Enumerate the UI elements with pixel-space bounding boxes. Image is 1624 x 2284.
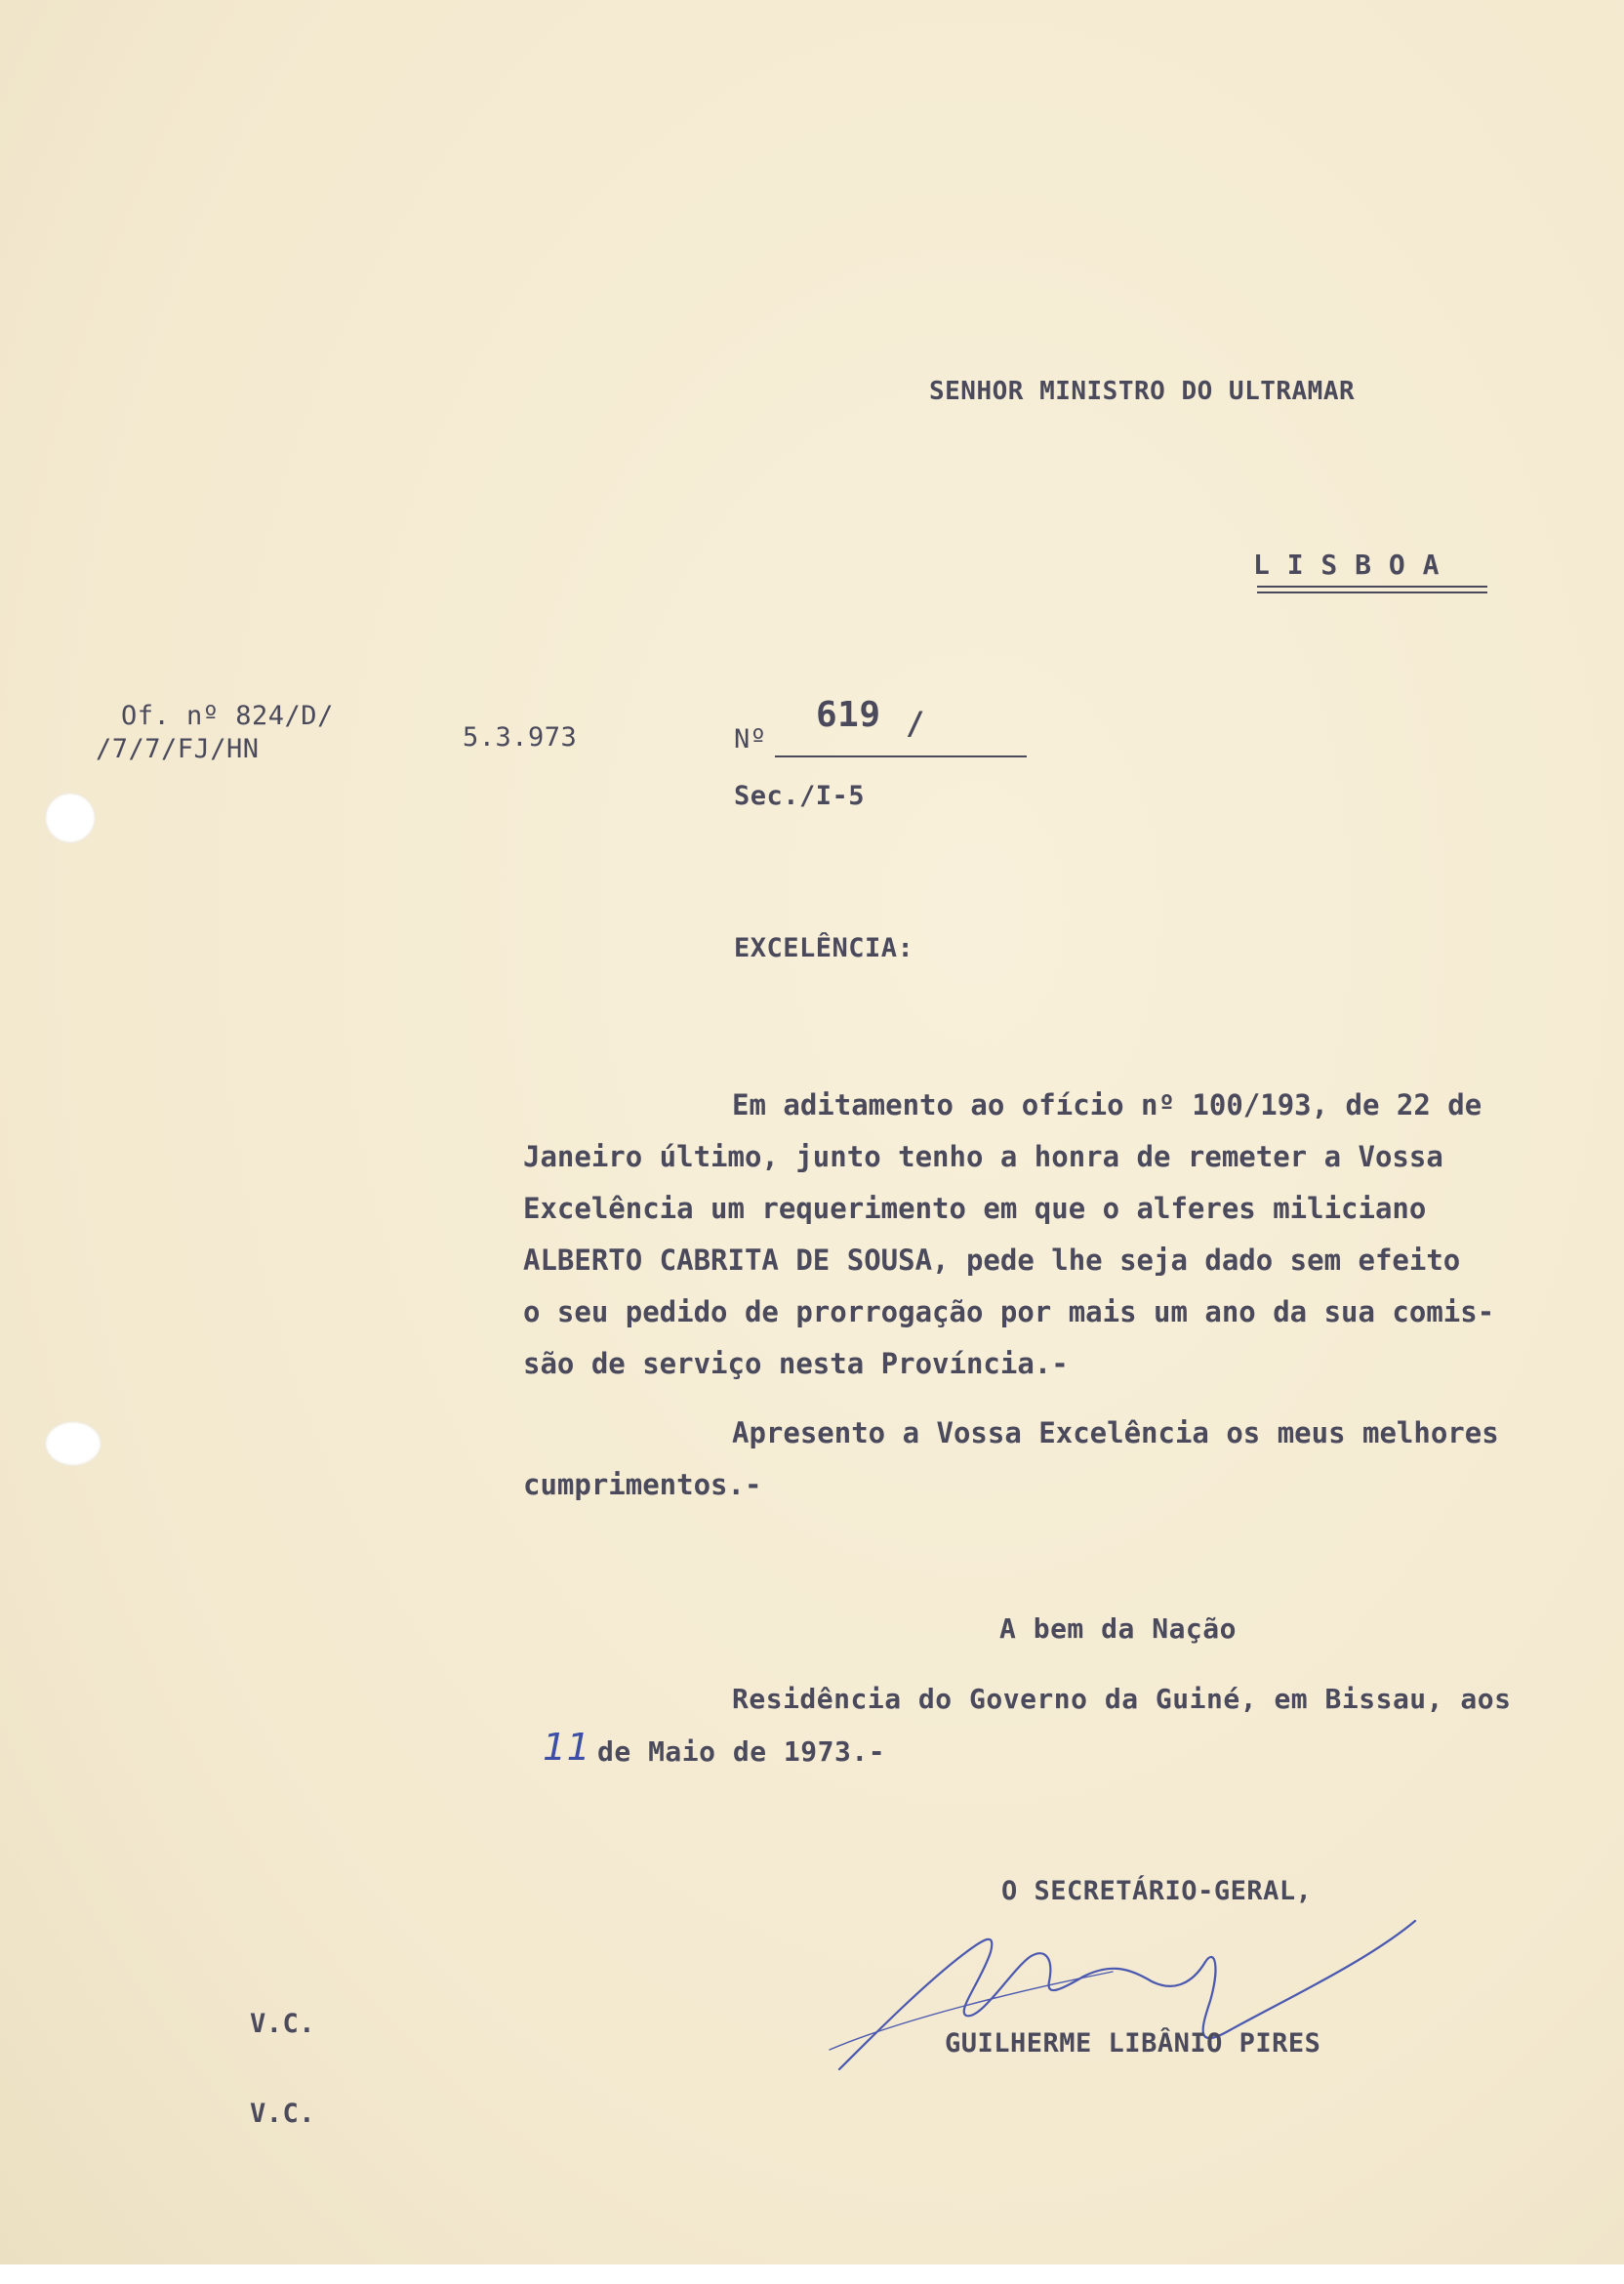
body-line: o seu pedido de prorrogação por mais um ano da sua comis- xyxy=(523,1295,1495,1328)
body-line: Excelência um requerimento em que o alferes miliciano xyxy=(523,1192,1427,1225)
body-paragraph xyxy=(523,1080,1597,1390)
office-reference-line1: Of. nº 824/D/ xyxy=(121,701,334,731)
closing-line: Apresento a Vossa Excelência os meus melhores xyxy=(732,1416,1499,1449)
document-number: 619 xyxy=(816,695,881,735)
number-suffix: / xyxy=(906,705,925,742)
addressee: SENHOR MINISTRO DO ULTRAMAR xyxy=(929,377,1356,406)
closing-line: cumprimentos.- xyxy=(523,1468,762,1501)
page-edge xyxy=(0,2264,1624,2284)
office-reference-line2: /7/7/FJ/HN xyxy=(96,734,260,764)
signatory-name: GUILHERME LIBÂNIO PIRES xyxy=(945,2028,1321,2059)
body-line: ALBERTO CABRITA DE SOUSA, pede lhe seja dado sem efeito xyxy=(523,1244,1461,1277)
body-line: são de serviço nesta Província.- xyxy=(523,1347,1069,1380)
city: L I S B O A xyxy=(1253,549,1440,581)
number-underline xyxy=(775,755,1027,757)
motto: A bem da Nação xyxy=(999,1612,1238,1645)
closing-paragraph xyxy=(523,1407,1597,1511)
verification-mark: V.C. xyxy=(250,2009,316,2039)
number-prefix: Nº xyxy=(734,724,767,755)
salutation: EXCELÊNCIA: xyxy=(734,933,914,963)
section-code: Sec./I-5 xyxy=(734,781,866,811)
signatory-title: O SECRETÁRIO-GERAL, xyxy=(1001,1876,1313,1906)
punch-hole xyxy=(45,1421,102,1466)
city-underline xyxy=(1257,591,1487,593)
date-line: de Maio de 1973.- xyxy=(597,1735,886,1768)
handwritten-day: 11 xyxy=(543,1726,591,1769)
city-underline xyxy=(1257,586,1487,588)
verification-mark: V.C. xyxy=(250,2099,316,2129)
body-line: Em aditamento ao ofício nº 100/193, de 22 de xyxy=(732,1088,1482,1122)
body-line: Janeiro último, junto tenho a honra de remeter a Vossa xyxy=(523,1140,1443,1173)
place-line: Residência do Governo da Guiné, em Bissau, aos xyxy=(732,1683,1512,1715)
punch-hole xyxy=(45,793,96,843)
reference-date: 5.3.973 xyxy=(463,722,578,753)
